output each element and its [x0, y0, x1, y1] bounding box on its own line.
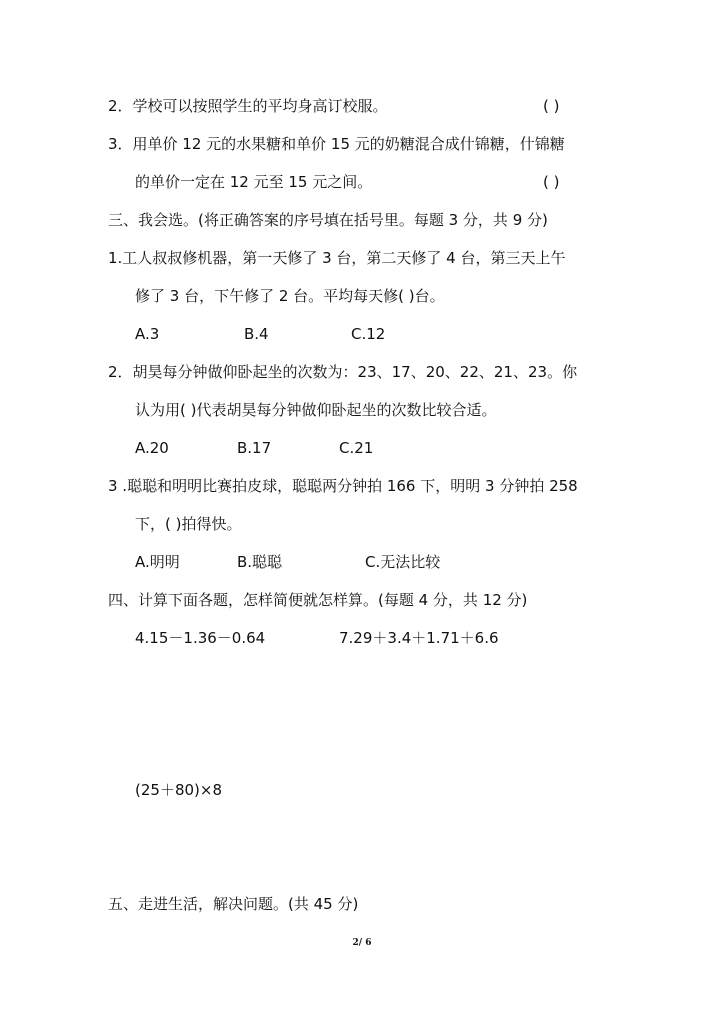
- choice-q2-option-a[interactable]: A.20: [135, 439, 169, 457]
- choice-q1-option-b[interactable]: B.4: [244, 325, 269, 343]
- calc-expression-2: 7.29＋3.4＋1.71＋6.6: [339, 629, 499, 647]
- choice-q1-option-c[interactable]: C.12: [351, 325, 386, 343]
- section3-heading: 三、我会选。(将正确答案的序号填在括号里。每题 3 分，共 9 分): [108, 211, 548, 229]
- choice-q3-option-b[interactable]: B.聪聪: [237, 553, 283, 571]
- choice-q1-line1: 1.工人叔叔修机器，第一天修了 3 台，第二天修了 4 台，第三天上午: [108, 249, 566, 267]
- page-number: 2/ 6: [352, 938, 372, 948]
- choice-q3-line2: 下，( )拍得快。: [135, 515, 242, 533]
- choice-q2-option-c[interactable]: C.21: [339, 439, 374, 457]
- judge-q3-answer-blank[interactable]: ( ): [543, 173, 560, 191]
- section5-heading: 五、走进生活，解决问题。(共 45 分): [108, 895, 359, 913]
- choice-q3-line1: 3 .聪聪和明明比赛拍皮球，聪聪两分钟拍 166 下，明明 3 分钟拍 258: [108, 477, 578, 495]
- choice-q3-option-a[interactable]: A.明明: [135, 553, 180, 571]
- choice-q2-line2: 认为用( )代表胡昊每分钟做仰卧起坐的次数比较合适。: [135, 401, 497, 419]
- choice-q2-line1: 2．胡昊每分钟做仰卧起坐的次数为：23、17、20、22、21、23。你: [108, 363, 578, 381]
- choice-q1-line2: 修了 3 台，下午修了 2 台。平均每天修( )台。: [135, 287, 445, 305]
- section4-heading: 四、计算下面各题，怎样简便就怎样算。(每题 4 分，共 12 分): [108, 591, 528, 609]
- judge-q2-text: 2．学校可以按照学生的平均身高订校服。: [108, 97, 388, 115]
- choice-q2-option-b[interactable]: B.17: [237, 439, 272, 457]
- judge-q2-answer-blank[interactable]: ( ): [543, 97, 560, 115]
- calc-expression-3: (25＋80)×8: [135, 781, 222, 799]
- choice-q3-option-c[interactable]: C.无法比较: [365, 553, 441, 571]
- calc-expression-1: 4.15－1.36－0.64: [135, 629, 266, 647]
- judge-q3-line2: 的单价一定在 12 元至 15 元之间。: [135, 173, 373, 191]
- judge-q3-line1: 3．用单价 12 元的水果糖和单价 15 元的奶糖混合成什锦糖，什锦糖: [108, 135, 565, 153]
- choice-q1-option-a[interactable]: A.3: [135, 325, 160, 343]
